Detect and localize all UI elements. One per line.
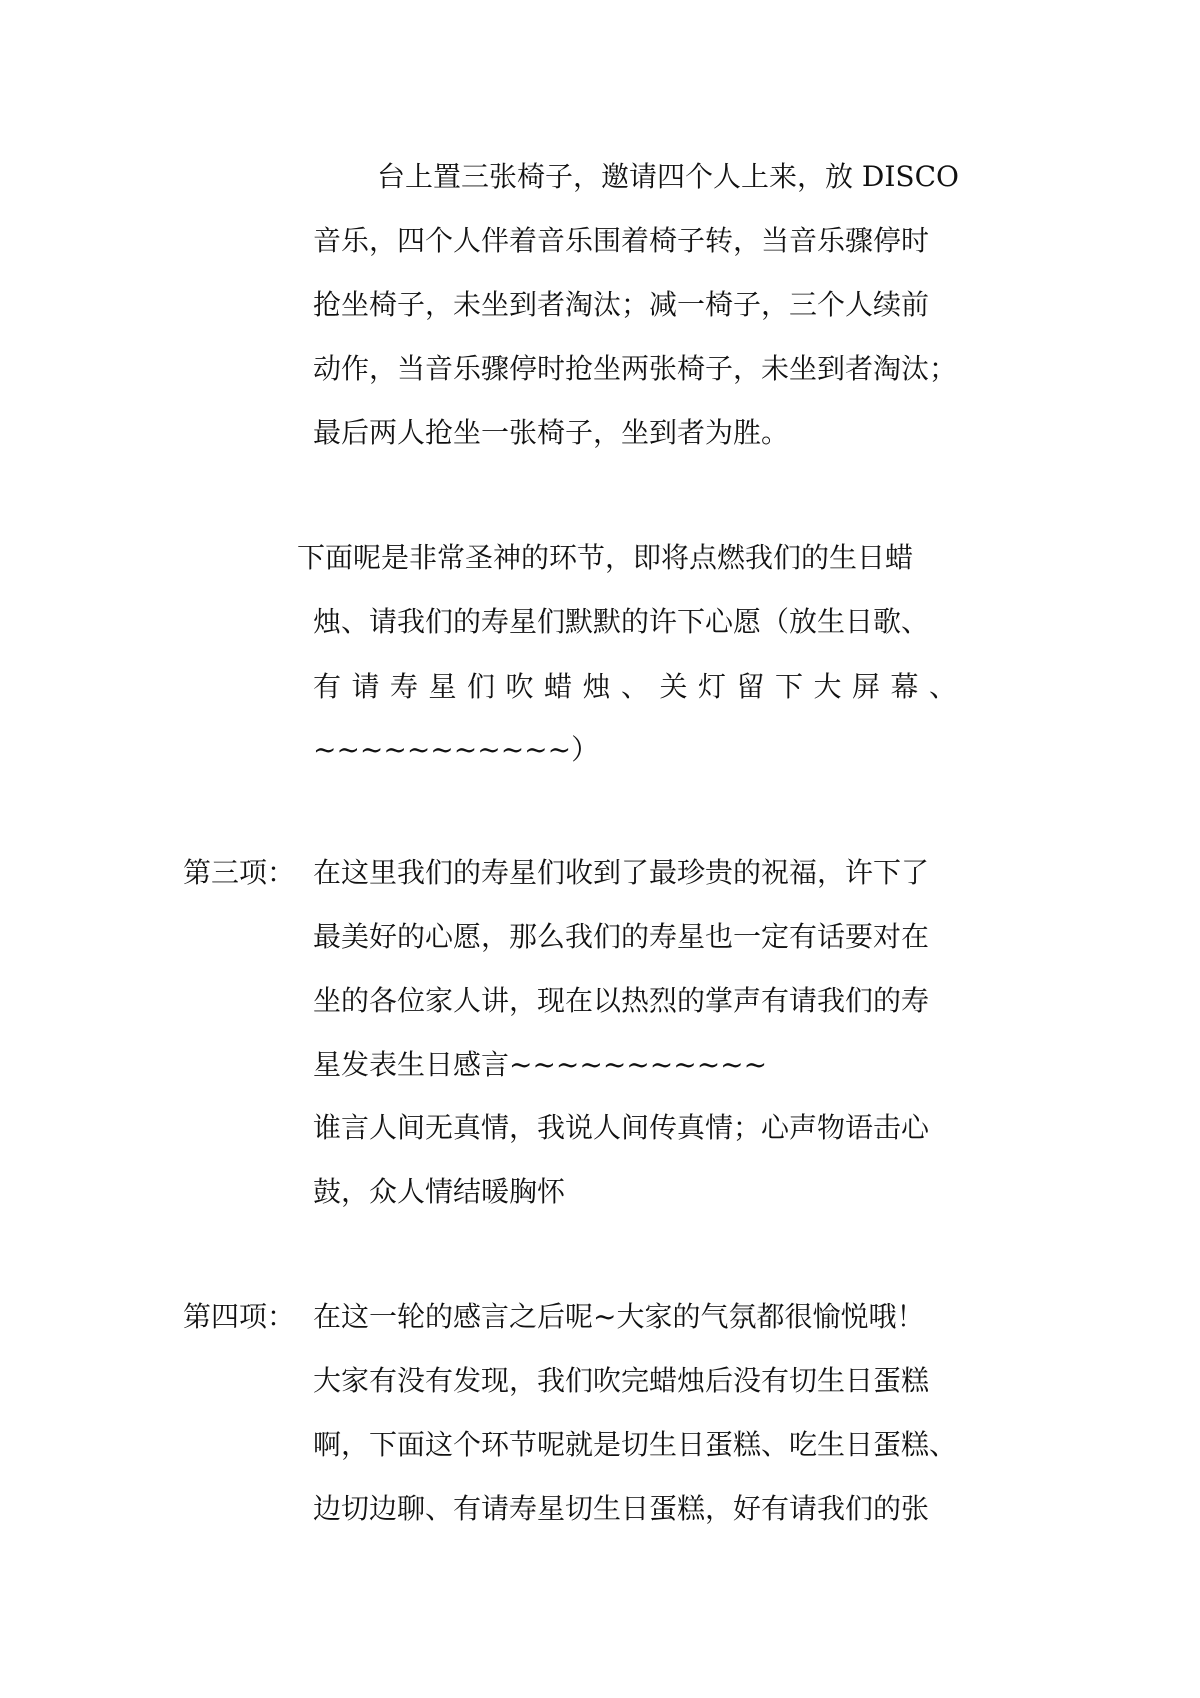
- text-line: 在这一轮的感言之后呢~大家的气氛都很愉悦哦！: [313, 1300, 925, 1333]
- text-line: 在这里我们的寿星们收到了最珍贵的祝福，许下了: [313, 856, 930, 889]
- text-line: 啊，下面这个环节呢就是切生日蛋糕、吃生日蛋糕、: [313, 1428, 958, 1461]
- text-line: 下面呢是非常圣神的环节，即将点燃我们的生日蜡: [297, 541, 914, 574]
- section-label: 第四项：: [183, 1300, 296, 1333]
- text-line: 动作，当音乐骤停时抢坐两张椅子，未坐到者淘汰；: [313, 352, 958, 385]
- text-line: 大家有没有发现，我们吹完蜡烛后没有切生日蛋糕: [313, 1364, 930, 1397]
- text-line: 有请寿星们吹蜡烛、关灯留下大屏幕、: [313, 670, 968, 703]
- text-line: 烛、请我们的寿星们默默的许下心愿（放生日歌、: [313, 605, 930, 638]
- text-line: 台上置三张椅子，邀请四个人上来，放 DISCO: [377, 160, 959, 193]
- text-line: 音乐，四个人伴着音乐围着椅子转，当音乐骤停时: [313, 224, 930, 257]
- text-line: 最后两人抢坐一张椅子，坐到者为胜。: [313, 416, 790, 449]
- text-line: 谁言人间无真情，我说人间传真情；心声物语击心: [313, 1111, 930, 1144]
- text-line: 星发表生日感言~~~~~~~~~~~: [313, 1048, 768, 1081]
- text-line: 坐的各位家人讲，现在以热烈的掌声有请我们的寿: [313, 984, 930, 1017]
- text-line: 抢坐椅子，未坐到者淘汰；减一椅子，三个人续前: [313, 288, 930, 321]
- text-line: 边切边聊、有请寿星切生日蛋糕，好有请我们的张: [313, 1492, 930, 1525]
- text-line: ~~~~~~~~~~~）: [313, 733, 600, 766]
- section-label: 第三项：: [183, 856, 296, 889]
- text-line: 鼓，众人情结暖胸怀: [313, 1175, 566, 1208]
- text-line: 最美好的心愿，那么我们的寿星也一定有话要对在: [313, 920, 930, 953]
